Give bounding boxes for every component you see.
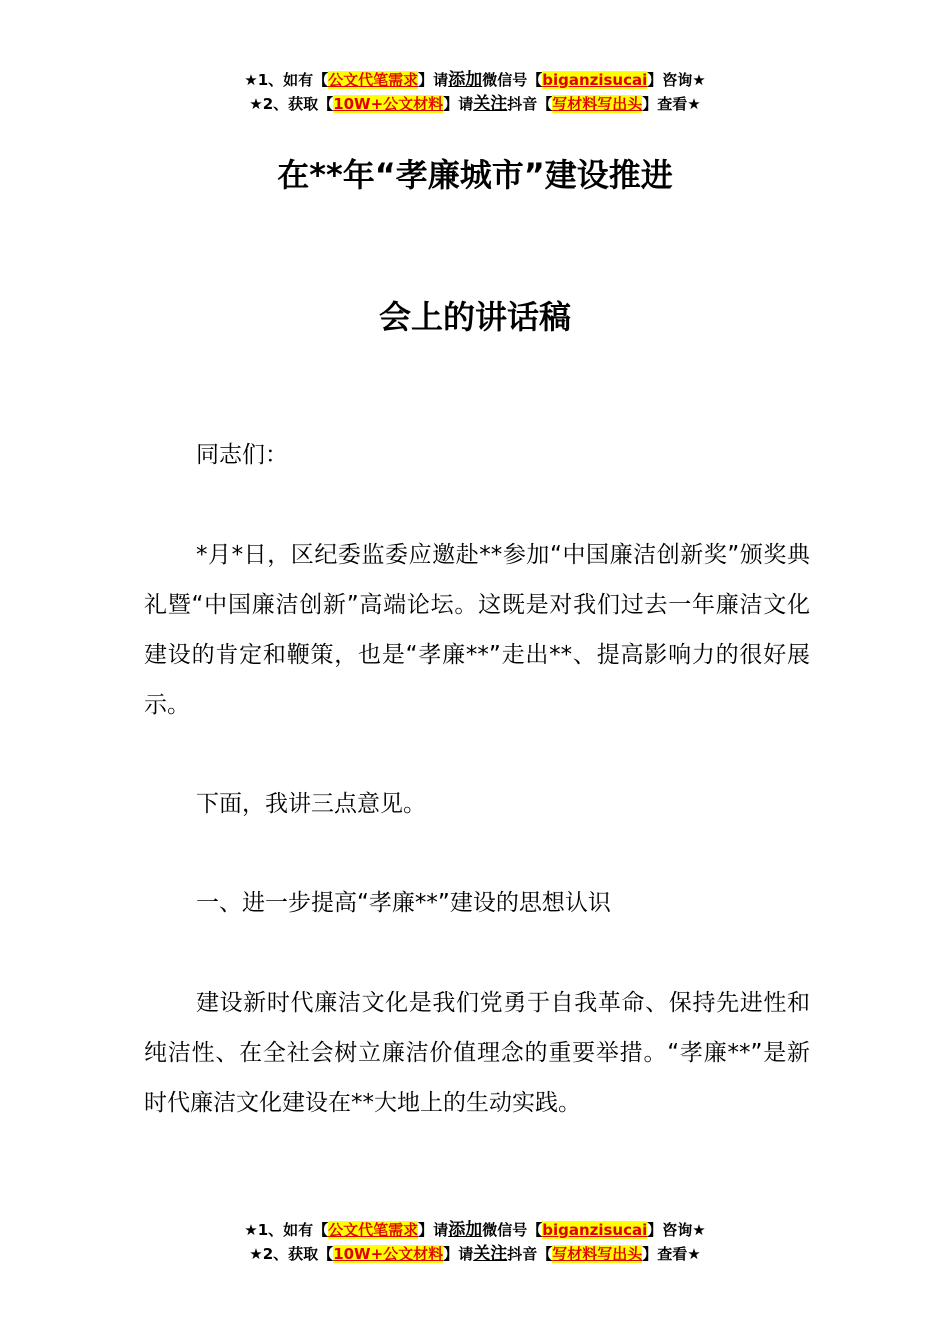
highlight-text: 10W+公文材料 (333, 95, 444, 113)
text: 】请 (443, 1245, 474, 1263)
highlight-text: 10W+公文材料 (333, 1245, 444, 1263)
highlight-text: biganzisucai (542, 1221, 648, 1239)
text: 】请 (418, 71, 449, 89)
title-line-1: 在**年“孝廉城市”建设推进 (277, 156, 673, 194)
text: 微信号【 (482, 71, 543, 89)
highlight-text: 写材料写出头 (552, 95, 643, 113)
text: 】咨询★ (647, 71, 706, 89)
highlight-text: biganzisucai (542, 71, 648, 89)
text: 抖音【 (507, 1245, 553, 1263)
text: 】查看★ (642, 1245, 701, 1263)
highlight-text: 写材料写出头 (552, 1245, 643, 1263)
text: 】请 (418, 1221, 449, 1239)
text: 微信号【 (482, 1221, 543, 1239)
banner-line-1 (0, 1218, 950, 1242)
paragraph: 下面，我讲三点意见。 (196, 791, 426, 817)
highlight-text: 公文代笔需求 (328, 71, 419, 89)
paragraph: *月*日，区纪委监委应邀赴**参加“中国廉洁创新奖”颁奖典礼暨“中国廉洁创新”高端论坛。这既是对我们过去一年廉洁文化建设的肯定和鞭策，也是“孝廉**”走出**、提高影响力的很好展示。 (144, 542, 810, 718)
text: ★1、如有【 (244, 1221, 329, 1239)
text: 】查看★ (642, 95, 701, 113)
highlight-text: 公文代笔需求 (328, 1221, 419, 1239)
section-heading: 一、进一步提高“孝廉**”建设的思想认识 (196, 890, 611, 916)
underlined-text: 关注 (473, 1244, 508, 1264)
text: ★2、获取【 (249, 1245, 334, 1263)
text: ★1、如有【 (244, 71, 329, 89)
header-banner (0, 68, 950, 116)
banner-line-2 (0, 1242, 950, 1266)
salutation: 同志们： (196, 442, 288, 468)
text: 】咨询★ (647, 1221, 706, 1239)
underlined-text: 添加 (448, 70, 483, 90)
underlined-text: 关注 (473, 94, 508, 114)
text: ★2、获取【 (249, 95, 334, 113)
paragraph: 建设新时代廉洁文化是我们党勇于自我革命、保持先进性和纯洁性、在全社会树立廉洁价值理念的重要举措。“孝廉**”是新时代廉洁文化建设在**大地上的生动实践。 (144, 990, 810, 1116)
underlined-text: 添加 (448, 1220, 483, 1240)
banner-line-1 (0, 68, 950, 92)
footer-banner (0, 1218, 950, 1266)
banner-line-2 (0, 92, 950, 116)
title-line-2: 会上的讲话稿 (378, 298, 571, 336)
text: 】请 (443, 95, 474, 113)
text: 抖音【 (507, 95, 553, 113)
